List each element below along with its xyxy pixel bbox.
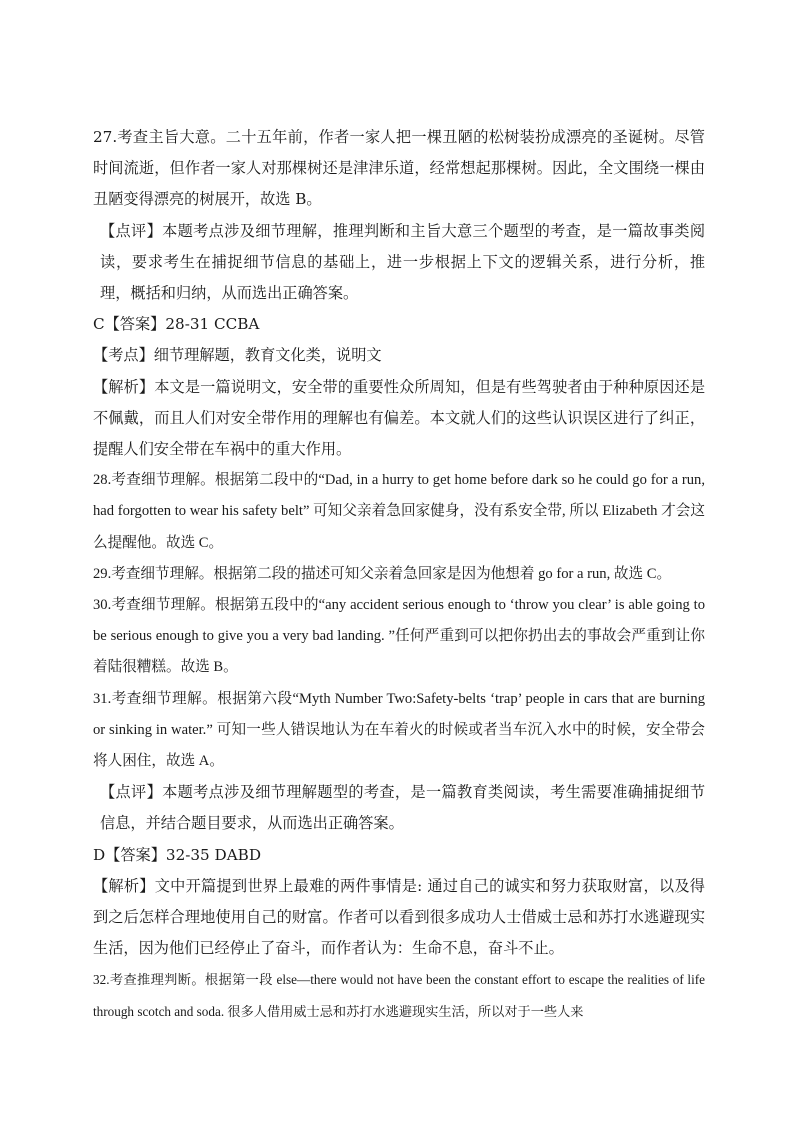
paragraph-comment-c: 【点评】本题考点涉及细节理解题型的考查，是一篇教育类阅读，考生需要准确捕捉细节信息，并结合题目要求，从而选出正确答案。 — [100, 783, 705, 833]
document-page — [93, 122, 705, 1027]
paragraph-comment-b: 【点评】本题考点涉及细节理解，推理判断和主旨大意三个题型的考查，是一篇故事类阅读，要求考生在捕捉细节信息的基础上，进一步根据上下文的逻辑关系，进行分析，推理，概括和归纳，从而选出正确答案。 — [100, 221, 705, 303]
paragraph-q27: 27.考查主旨大意。二十五年前，作者一家人把一棵丑陋的松树装扮成漂亮的圣诞树。尽管时间流逝，但作者一家人对那棵树还是津津乐道，经常想起那棵树。因此，全文围绕一棵由丑陋变得漂亮的树展开，故选 B。 — [93, 128, 705, 209]
paragraph-analysis-d: 【解析】文中开篇提到世界上最难的两件事情是: 通过自己的诚实和努力获取财富，以及得到之后怎样合理地使用自己的财富。作者可以看到很多成功人士借威士忌和苏打水逃避现实生活，因为他们已经停止了奋斗，而作者认为：生命不息，奋斗不止。 — [93, 876, 705, 958]
paragraph-answer-d: D【答案】32-35 DABD — [93, 845, 262, 864]
paragraph-q32: 32.考查推理判断。根据第一段 else—there would not have been the constant effort to escape the realities of life through scotch and soda. 很多人借用威士忌和苏打水逃避现实生活，所以对于一些人来 — [93, 972, 705, 1019]
paragraph-q28: 28.考查细节理解。根据第二段中的“Dad, in a hurry to get home before dark so he could go for a run, had forgotten to wear his safety belt” 可知父亲着急回家健身，没有系安全带, 所以 Elizabeth 才会这么提醒他。故选 C。 — [93, 472, 705, 551]
paragraph-q29: 29.考查细节理解。根据第二段的描述可知父亲着急回家是因为他想着 go for a run, 故选 C。 — [93, 565, 672, 582]
paragraph-answer-c: C【答案】28-31 CCBA — [93, 315, 260, 334]
paragraph-q30: 30.考查细节理解。根据第五段中的“any accident serious enough to ‘throw you clear’ is able going to be serious enough to give you a very bad landing. ”任何严重到可以把你扔出去的事故会严重到让你着陆很糟糕。故选 B。 — [93, 597, 705, 676]
paragraph-q31: 31.考查细节理解。根据第六段“Myth Number Two:Safety-belts ‘trap’ people in cars that are burning or sinking in water.” 可知一些人错误地认为在车着火的时候或者当车沉入水中的时候，安全带会将人困住，故选 A。 — [93, 690, 705, 770]
paragraph-keypoint-c: 【考点】细节理解题，教育文化类，说明文 — [93, 346, 382, 365]
paragraph-analysis-c: 【解析】本文是一篇说明文，安全带的重要性众所周知，但是有些驾驶者由于种种原因还是不佩戴，而且人们对安全带作用的理解也有偏差。本文就人们的这些认识误区进行了纠正，提醒人们安全带在车祸中的重大作用。 — [93, 377, 705, 459]
